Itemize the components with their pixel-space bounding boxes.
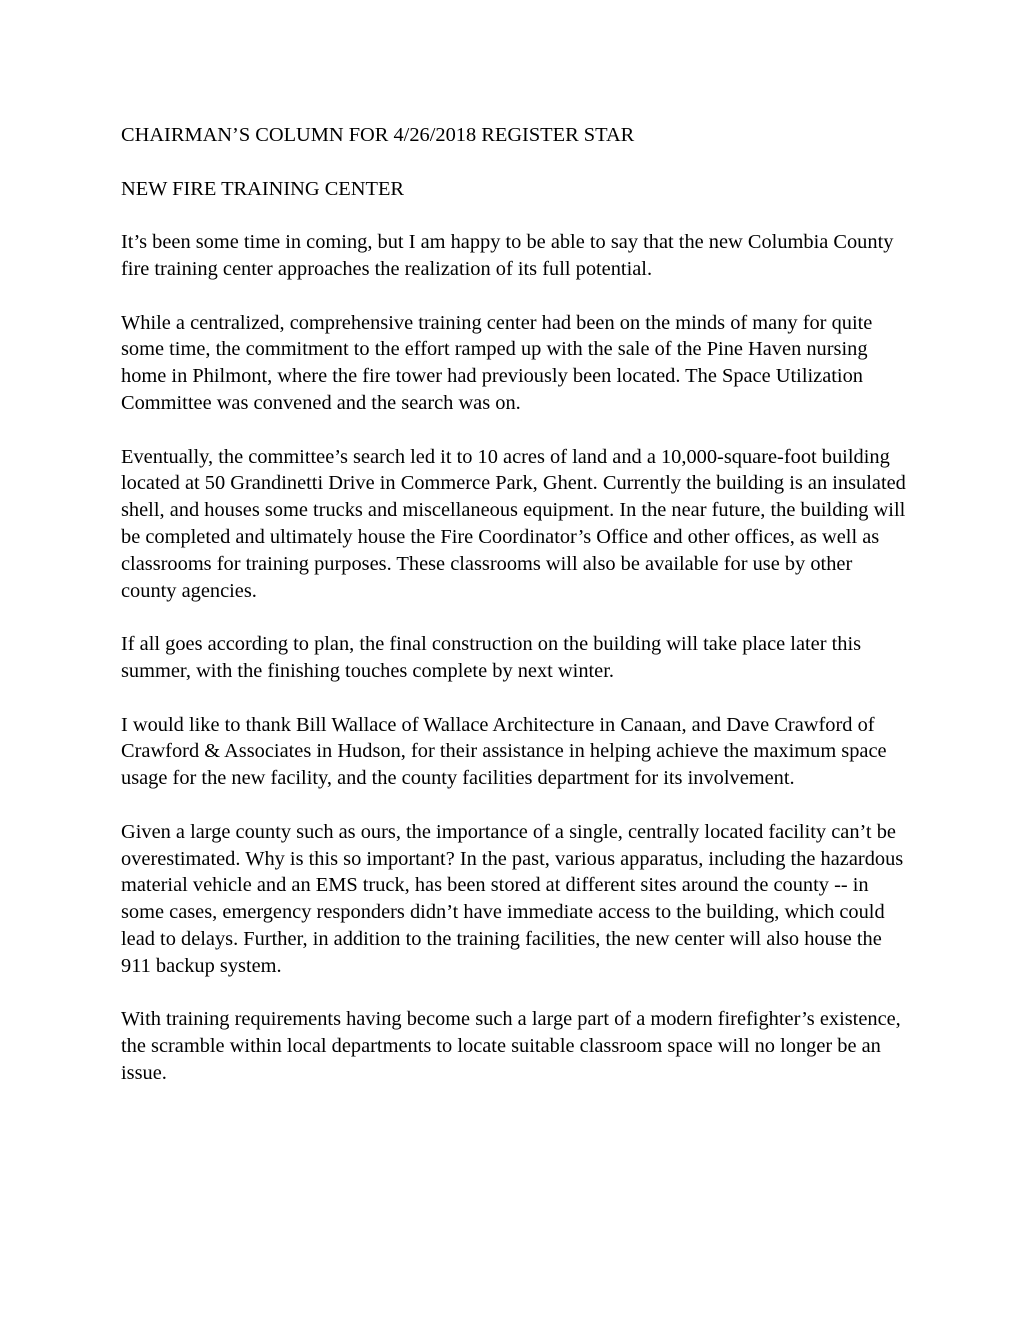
document-page (121, 122, 911, 1087)
article-title: NEW FIRE TRAINING CENTER (121, 177, 404, 200)
paragraph-4: If all goes according to plan, the final construction on the building will take place later this summer, with the finishing touches complete by next winter. (121, 633, 862, 682)
paragraph-5: I would like to thank Bill Wallace of Wallace Architecture in Canaan, and Dave Crawford of Crawford & Associates in Hudson, for their assistance in helping achieve the maximum space usage for the new facility, and the county facilities department for its involvement. (121, 713, 887, 790)
paragraph-7: With training requirements having become such a large part of a modern firefighter’s existence, the scramble within local departments to locate suitable classroom space will no longer be an issue. (121, 1008, 901, 1084)
paragraph-2: While a centralized, comprehensive training center had been on the minds of many for quite some time, the commitment to the effort ramped up with the sale of the Pine Haven nursing home in Philmont, where the fire tower had previously been located. The Space Utilization Committee was convened and the search was on. (121, 311, 873, 414)
paragraph-6: Given a large county such as ours, the importance of a single, centrally located facility can’t be overestimated. Why is this so important? In the past, various apparatus, including the hazardous material vehicle and an EMS truck, has been stored at different sites around the county -- in some cases, emergency responders didn’t have immediate access to the building, which could lead to delays. Further, in addition to the training facilities, the new center will also house the 911 backup system. (121, 820, 904, 977)
paragraph-1: It’s been some time in coming, but I am happy to be able to say that the new Columbia County fire training center approaches the realization of its full potential. (121, 231, 894, 280)
paragraph-3: Eventually, the committee’s search led it to 10 acres of land and a 10,000-square-foot building located at 50 Grandinetti Drive in Commerce Park, Ghent. Currently the building is an insulated shell, and houses some trucks and miscellaneous equipment. In the near future, the building will be completed and ultimately house the Fire Coordinator’s Office and other offices, as well as classrooms for training purposes. These classrooms will also be available for use by other county agencies. (121, 445, 906, 602)
column-title: CHAIRMAN’S COLUMN FOR 4/26/2018 REGISTER STAR (121, 124, 635, 146)
